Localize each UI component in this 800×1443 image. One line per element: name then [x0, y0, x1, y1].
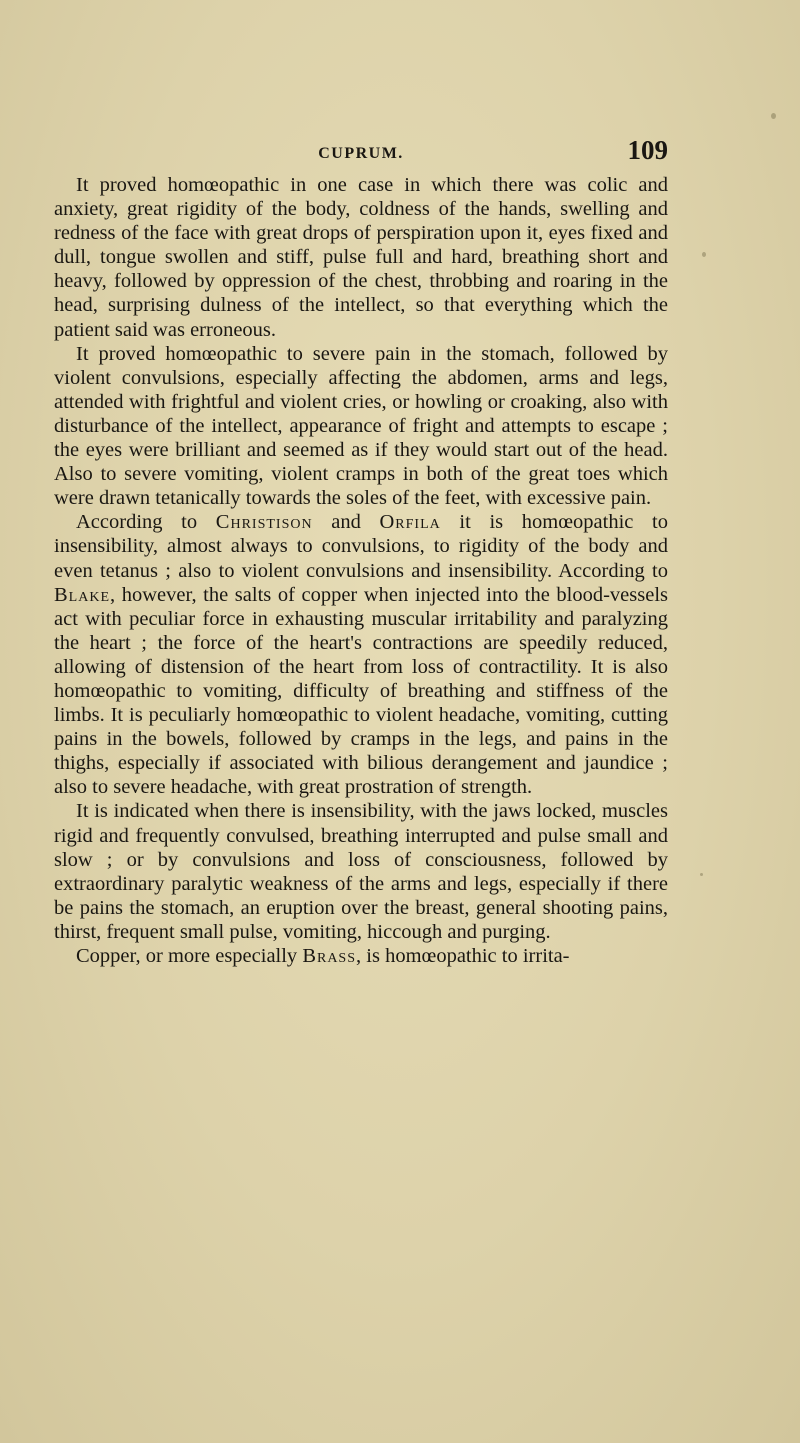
author-name: Christison: [215, 511, 313, 534]
text-run: According to: [76, 511, 216, 534]
author-name: Blake: [54, 583, 110, 606]
body-text: [54, 173, 668, 968]
text-run: , is homœopathic to irrita-: [356, 945, 570, 967]
text-run: and: [312, 511, 380, 534]
paragraph: [54, 944, 668, 968]
page-number: 109: [627, 135, 668, 165]
author-name: Orfila: [379, 511, 441, 534]
running-title: CUPRUM.: [318, 145, 404, 162]
ink-speck: [702, 252, 706, 257]
paragraph: [54, 510, 668, 799]
substance-name: Brass: [302, 945, 357, 967]
paragraph: It is indicated when there is insensibility, with the jaws locked, muscles rigid and frequently convulsed, breathing interrupted and pulse small and slow ; or by convulsions and loss of consciousness, followed by extraordinary paralytic weakness of the arms and legs, especially if there be pains the stomach, an eruption over the breast, general shooting pains, thirst, frequent small pulse, vomiting, hiccough and purging.: [54, 800, 668, 943]
ink-speck: [700, 873, 703, 876]
text-run: , however, the salts of copper when injected into the blood-vessels act with peculiar force in exhausting muscular irritability and paralyzing the heart ; the force of the heart's contractions are speedily reduced, allowing of distension of the heart from loss of contractility. It is also homœopathic to vomiting, difficulty of breathing and stiffness of the limbs. It is peculiarly homœopathic to violent headache, vomiting, cutting pains in the bowels, followed by cramps in the legs, and pains in the thighs, especially if associated with bilious derangement and jaundice ; also to severe headache, with great prostration of strength.: [54, 583, 668, 799]
paragraph: It proved homœopathic to severe pain in the stomach, followed by violent convulsions, especially affecting the abdomen, arms and legs, attended with frightful and violent cries, or howling or croaking, also with disturbance of the intellect, appearance of fright and attempts to escape ; the eyes were brilliant and seemed as if they would start out of the head. Also to severe vomiting, violent cramps in both of the great toes which were drawn tetanically towards the soles of the feet, with excessive pain.: [54, 342, 668, 510]
text-run: it is homœopathic to insensibility, almost always to convulsions, to rigidity of the body and even tetanus ; also to violent convulsions and insensibility. According to: [54, 511, 668, 582]
text-run: Copper, or more especially: [76, 945, 303, 967]
paragraph: It proved homœopathic in one case in which there was colic and anxiety, great rigidity of the body, coldness of the hands, swelling and redness of the face with great drops of perspiration upon it, eyes fixed and dull, tongue swollen and stiff, pulse full and hard, breathing short and heavy, followed by oppression of the chest, throbbing and roaring in the head, surprising dulness of the intellect, so that everything which the patient said was erroneous.: [54, 174, 668, 341]
running-head: [54, 135, 668, 175]
ink-speck: [771, 113, 776, 119]
